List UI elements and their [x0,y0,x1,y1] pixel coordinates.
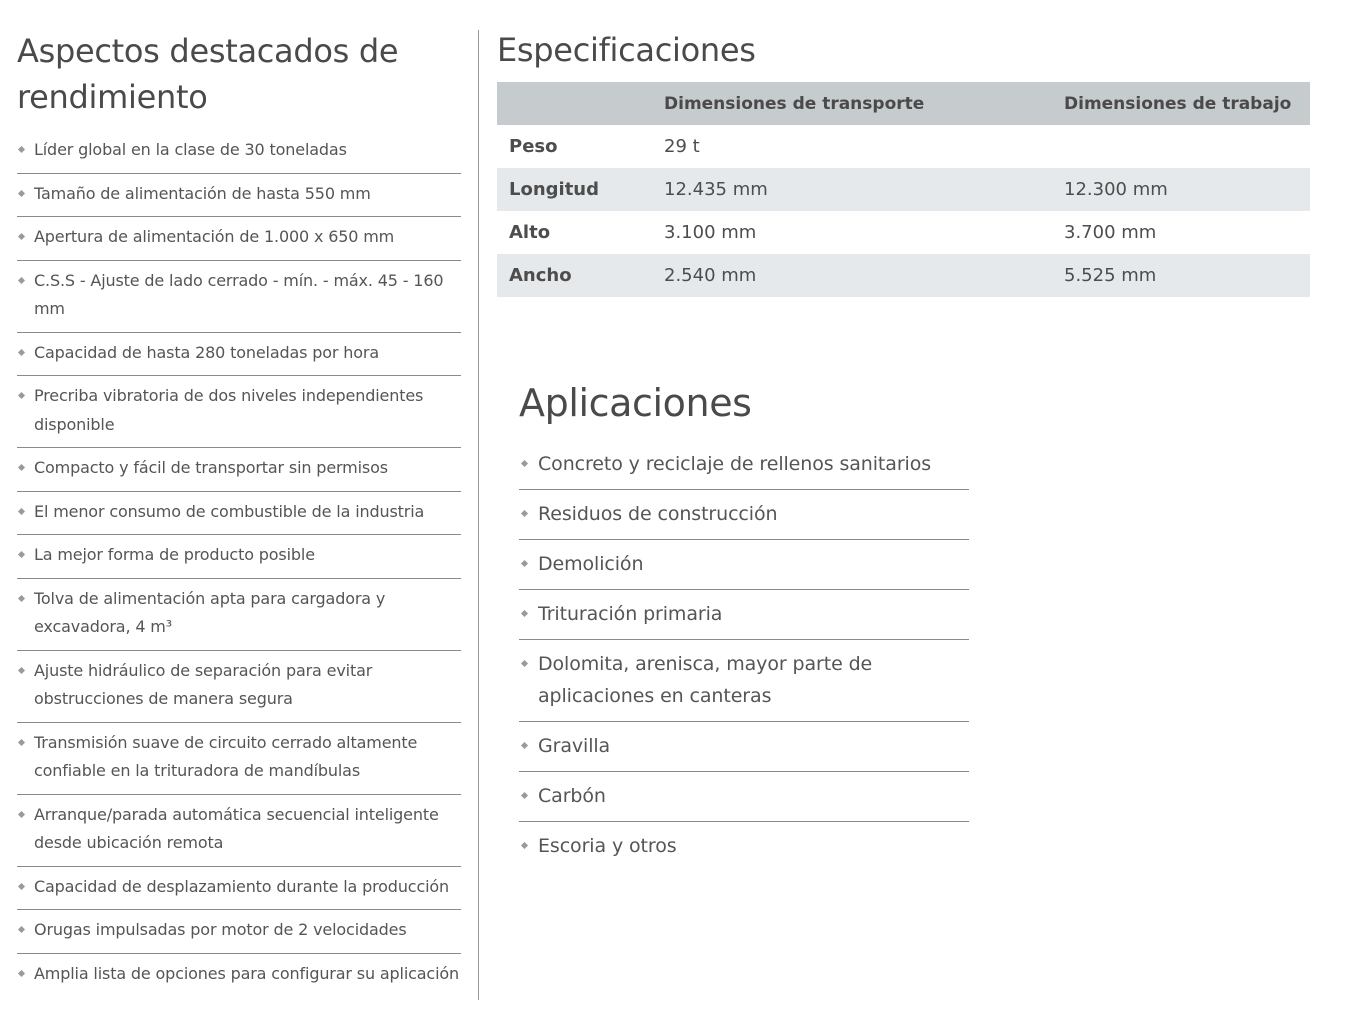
list-item: El menor consumo de combustible de la industria [17,492,461,536]
bullet-icon [18,189,25,196]
bullet-icon [18,810,25,817]
row-label: Alto [509,222,551,243]
bullet-icon [18,233,25,240]
list-item: Compacto y fácil de transportar sin permisos [17,448,461,492]
bullet-icon [521,742,528,749]
bullet-icon [521,510,528,517]
bullet-icon [18,666,25,673]
list-item: C.S.S - Ajuste de lado cerrado - mín. - máx. 45 - 160 mm [17,261,461,333]
table-header-cell [497,82,664,125]
list-item: Residuos de construcción [519,490,969,540]
list-item: Concreto y reciclaje de rellenos sanitarios [519,440,969,490]
list-item: Capacidad de hasta 280 toneladas por hora [17,333,461,377]
performance-highlights-section [17,28,461,996]
working-value: 12.300 mm [1064,168,1310,211]
transport-value: 2.540 mm [664,254,1064,297]
transport-value: 29 t [664,136,700,157]
bullet-icon [18,882,25,889]
list-item: Tamaño de alimentación de hasta 550 mm [17,174,461,218]
row-label: Longitud [497,168,664,211]
bullet-icon [521,842,528,849]
list-item: Trituración primaria [519,590,969,640]
table-header-cell: Dimensiones de transporte [664,82,1064,125]
highlights-title: Aspectos destacados de rendimiento [17,32,399,116]
bullet-icon [18,392,25,399]
list-item: Orugas impulsadas por motor de 2 velocidades [17,910,461,954]
table-row [497,168,1310,211]
bullet-icon [521,660,528,667]
working-value [1064,125,1310,168]
bullet-icon [18,926,25,933]
list-item: Precriba vibratoria de dos niveles independientes disponible [17,376,461,448]
list-item: Apertura de alimentación de 1.000 x 650 mm [17,217,461,261]
table-row [497,211,1310,254]
list-item: Ajuste hidráulico de separación para evitar obstrucciones de manera segura [17,651,461,723]
transport-value: 12.435 mm [664,168,1064,211]
list-item: Gravilla [519,722,969,772]
table-header-cell: Dimensiones de trabajo [1064,82,1310,125]
transport-value: 3.100 mm [664,222,757,243]
list-item: Escoria y otros [519,822,969,871]
specs-table [497,82,1310,297]
list-item: Líder global en la clase de 30 toneladas [17,130,461,174]
bullet-icon [18,738,25,745]
bullet-icon [521,610,528,617]
bullet-icon [521,792,528,799]
applications-section [519,378,969,871]
bullet-icon [18,146,25,153]
bullet-icon [18,464,25,471]
bullet-icon [18,551,25,558]
working-value: 3.700 mm [1064,222,1157,243]
bullet-icon [18,276,25,283]
applications-title: Aplicaciones [519,381,752,425]
bullet-icon [18,348,25,355]
specifications-section [497,30,1310,297]
row-label: Peso [509,136,558,157]
table-row [497,254,1310,297]
working-value: 5.525 mm [1064,254,1310,297]
column-divider [478,30,479,1000]
list-item: Dolomita, arenisca, mayor parte de aplicaciones en canteras [519,640,969,722]
bullet-icon [18,969,25,976]
bullet-icon [18,507,25,514]
row-label: Ancho [497,254,664,297]
bullet-icon [18,594,25,601]
list-item: Amplia lista de opciones para configurar su aplicación [17,954,461,997]
list-item: Demolición [519,540,969,590]
applications-list [519,440,969,871]
list-item: Tolva de alimentación apta para cargadora y excavadora, 4 m³ [17,579,461,651]
bullet-icon [521,460,528,467]
bullet-icon [521,560,528,567]
highlights-list [17,130,461,996]
table-header-row [497,82,1310,125]
list-item: La mejor forma de producto posible [17,535,461,579]
list-item: Carbón [519,772,969,822]
specs-title: Especificaciones [497,31,756,69]
list-item: Transmisión suave de circuito cerrado altamente confiable en la trituradora de mandíbulas [17,723,461,795]
list-item: Capacidad de desplazamiento durante la producción [17,867,461,911]
table-row [497,125,1310,168]
list-item: Arranque/parada automática secuencial inteligente desde ubicación remota [17,795,461,867]
